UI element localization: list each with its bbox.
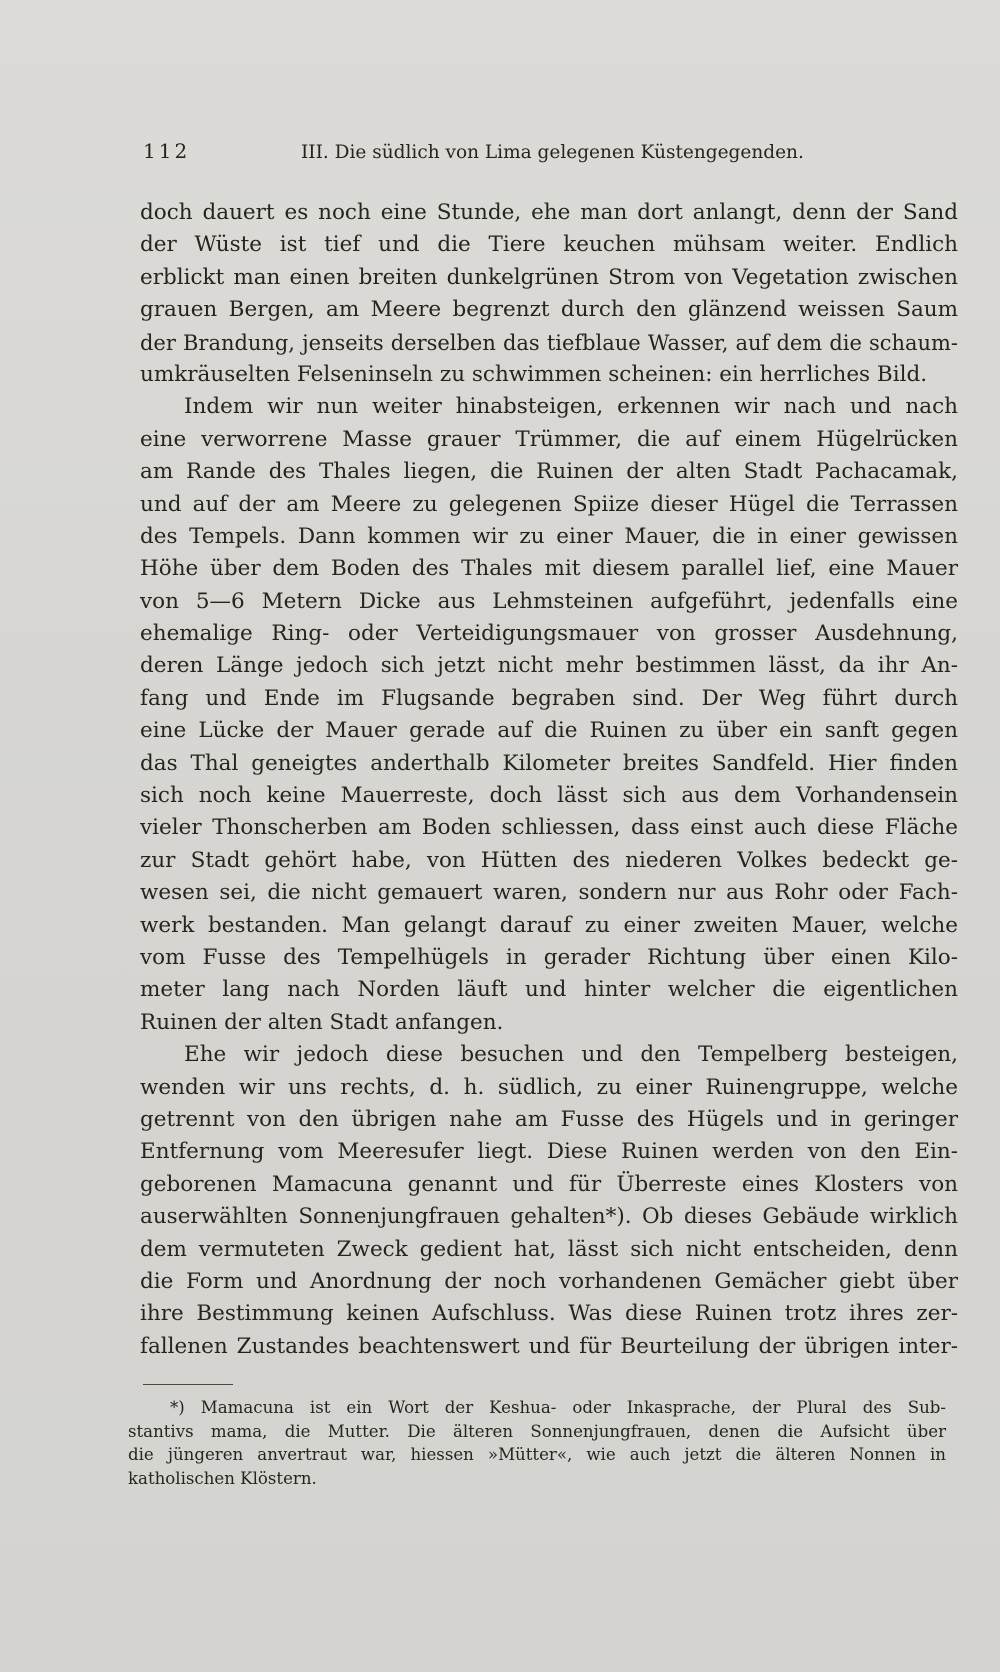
footnote-line: *) Mamacuna ist ein Wort der Keshua- oder Inkasprache, der Plural des Sub-	[170, 1398, 946, 1417]
text-line: eine verworrene Masse grauer Trümmer, die auf einem Hügelrücken	[140, 426, 958, 452]
text-line: der Wüste ist tief und die Tiere keuchen mühsam weiter. Endlich	[140, 232, 958, 258]
text-line: fallenen Zustandes beachtenswert und für Beurteilung der übrigen inter-	[140, 1333, 958, 1359]
text-line: Ruinen der alten Stadt anfangen.	[140, 1009, 504, 1035]
text-line: wesen sei, die nicht gemauert waren, sondern nur aus Rohr oder Fach-	[140, 880, 958, 906]
footnote	[128, 1396, 946, 1490]
text-line: Ehe wir jedoch diese besuchen und den Tempelberg besteigen,	[184, 1042, 958, 1068]
text-line: auserwählten Sonnenjungfrauen gehalten*). Ob dieses Gebäude wirklich	[140, 1204, 958, 1230]
text-line: doch dauert es noch eine Stunde, ehe man dort anlangt, denn der Sand	[140, 200, 958, 225]
running-head: III. Die südlich von Lima gelegenen Küstengegenden.	[301, 142, 804, 163]
text-line: sich noch keine Mauerreste, doch lässt sich aus dem Vorhandensein	[140, 783, 958, 809]
text-line: Entfernung vom Meeresufer liegt. Diese Ruinen werden von den Ein-	[140, 1139, 958, 1165]
text-line: zur Stadt gehört habe, von Hütten des niederen Volkes bedeckt ge-	[140, 847, 958, 873]
text-line: erblickt man einen breiten dunkelgrünen Strom von Vegetation zwischen	[140, 264, 958, 290]
text-line: und auf der am Meere zu gelegenen Spiize dieser Hügel die Terrassen	[140, 491, 958, 517]
text-line: dem vermuteten Zweck gedient hat, lässt sich nicht entscheiden, denn	[140, 1236, 958, 1262]
text-line: vom Fusse des Tempelhügels in gerader Richtung über einen Kilo-	[140, 944, 958, 970]
text-line: das Thal geneigtes anderthalb Kilometer breites Sandfeld. Hier finden	[140, 750, 958, 776]
text-line: von 5—6 Metern Dicke aus Lehmsteinen aufgeführt, jedenfalls eine	[140, 588, 958, 614]
text-line: getrennt von den übrigen nahe am Fusse des Hügels und in geringer	[140, 1106, 958, 1132]
text-line: ehemalige Ring- oder Verteidigungsmauer von grosser Ausdehnung,	[140, 621, 958, 647]
text-line: werk bestanden. Man gelangt darauf zu einer zweiten Mauer, welche	[140, 912, 958, 938]
text-line: eine Lücke der Mauer gerade auf die Ruinen zu über ein sanft gegen	[140, 718, 958, 744]
text-line: wenden wir uns rechts, d. h. südlich, zu einer Ruinengruppe, welche	[140, 1074, 958, 1100]
text-line: die Form und Anordnung der noch vorhandenen Gemächer giebt über	[140, 1268, 958, 1294]
page-header	[143, 139, 833, 171]
text-line: des Tempels. Dann kommen wir zu einer Mauer, die in einer gewissen	[140, 523, 958, 549]
text-line: umkräuselten Felseninseln zu schwimmen scheinen: ein herrliches Bild.	[140, 361, 928, 387]
text-line: geborenen Mamacuna genannt und für Überreste eines Klosters von	[140, 1171, 958, 1197]
text-line: deren Länge jedoch sich jetzt nicht mehr bestimmen lässt, da ihr An-	[140, 653, 958, 679]
text-line: grauen Bergen, am Meere begrenzt durch den glänzend weissen Saum	[140, 297, 958, 323]
footnote-line: katholischen Klöstern.	[128, 1468, 317, 1488]
page-number: 112	[143, 139, 191, 163]
text-line: am Rande des Thales liegen, die Ruinen der alten Stadt Pachacamak,	[140, 459, 958, 485]
text-line: vieler Thonscherben am Boden schliessen, dass einst auch diese Fläche	[140, 815, 958, 841]
text-line: Indem wir nun weiter hinabsteigen, erkennen wir nach und nach	[184, 394, 958, 420]
footnote-divider	[143, 1384, 233, 1385]
footnote-line: die jüngeren anvertraut war, hiessen »Mütter«, wie auch jetzt die älteren Nonnen in	[128, 1445, 946, 1465]
text-line: fang und Ende im Flugsande begraben sind. Der Weg führt durch	[140, 685, 958, 711]
footnote-line: stantivs mama, die Mutter. Die älteren Sonnenjungfrauen, denen die Aufsicht über	[128, 1421, 946, 1441]
main-text	[140, 197, 958, 1363]
text-line: ihre Bestimmung keinen Aufschluss. Was diese Ruinen trotz ihres zer-	[140, 1301, 958, 1327]
text-line: meter lang nach Norden läuft und hinter welcher die eigentlichen	[140, 977, 958, 1003]
text-line: Höhe über dem Boden des Thales mit diesem parallel lief, eine Mauer	[140, 556, 958, 582]
text-line: der Brandung, jenseits derselben das tiefblaue Wasser, auf dem die schaum-	[140, 330, 958, 355]
